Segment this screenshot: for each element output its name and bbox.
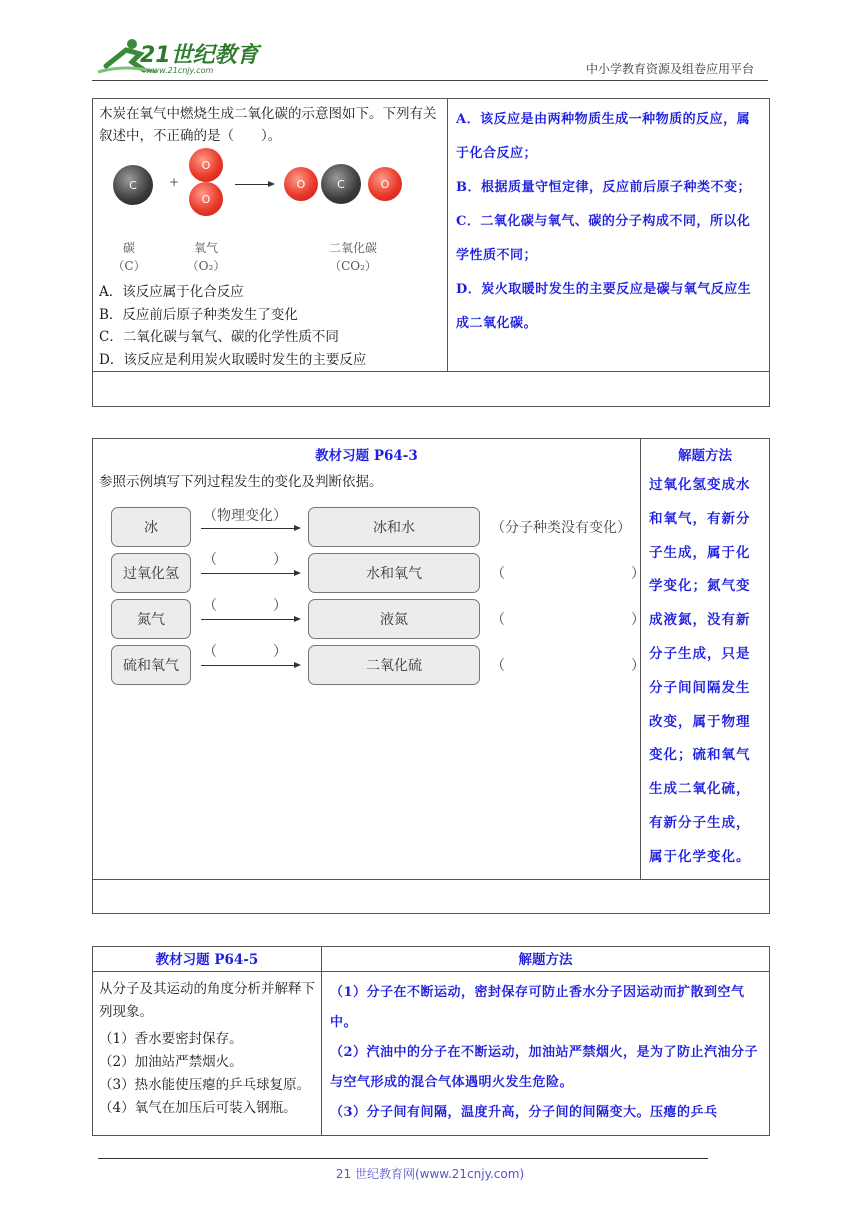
- label-co2: 二氧化碳: [328, 241, 377, 255]
- process-arrow: [201, 665, 299, 666]
- question1-cell: [93, 99, 448, 372]
- question1-options: [93, 281, 447, 371]
- question1-stem: 木炭在氧气中燃烧生成二氧化碳的示意图如下。下列有关叙述中，不正确的是（ ）。: [99, 106, 437, 144]
- process-diagram: [93, 497, 645, 697]
- empty-row: [93, 880, 770, 914]
- reaction-diagram: [93, 147, 447, 281]
- question3-item: （1）香水要密封保存。: [99, 1031, 243, 1047]
- platform-name: 中小学教育资源及组卷应用平台: [585, 62, 754, 76]
- process-from: 硫和氧气: [111, 645, 191, 685]
- question3-title: 教材习题 P64-5: [155, 952, 259, 968]
- option-b: B．反应前后原子种类发生了变化: [99, 306, 298, 323]
- logo-text: 21世纪教育: [140, 43, 259, 68]
- question2-stem: 参照示例填写下列过程发生的变化及判断依据。: [99, 474, 383, 490]
- method3-title-cell: [322, 947, 770, 972]
- oxygen-atom: O: [189, 148, 223, 182]
- analysis1-a: A．该反应是由两种物质生成一种物质的反应，属于化合反应；: [456, 112, 751, 161]
- answer3-3: （3）分子间有间隔，温度升高，分子间的间隔变大。压瘪的乒乓: [330, 1105, 718, 1120]
- plus-sign: +: [169, 175, 180, 189]
- process-arrow: [201, 573, 299, 574]
- process-reason: （ ）: [491, 612, 645, 628]
- process-change: （ ）: [203, 598, 287, 614]
- question3-table: [92, 946, 770, 1136]
- process-from: 过氧化氢: [111, 553, 191, 593]
- option-a: A．该反应属于化合反应: [99, 284, 244, 300]
- process-change: （ ）: [203, 644, 287, 660]
- process-arrow: [201, 619, 299, 620]
- question3-item: （3）热水能使压瘪的乒乓球复原。: [99, 1077, 311, 1093]
- analysis1-c: C．二氧化碳与氧气、碳的分子构成不同，所以化学性质不同；: [456, 214, 751, 263]
- label-oxygen-formula: （O₂）: [186, 259, 226, 273]
- answer3-1: （1）分子在不断运动，密封保存可防止香水分子因运动而扩散到空气中。: [330, 985, 745, 1030]
- reaction-arrow: [235, 184, 273, 185]
- question3-stem: 从分子及其运动的角度分析并解释下列现象。: [99, 981, 315, 1020]
- label-carbon: 碳: [122, 241, 135, 255]
- oxygen-atom: O: [189, 182, 223, 216]
- footer-text: 21 世纪教育网(www.21cnjy.com): [335, 1167, 525, 1181]
- question2-title: 教材习题 P64-3: [315, 448, 418, 464]
- analysis1-d: D．炭火取暖时发生的主要反应是碳与氧气反应生成二氧化碳。: [456, 282, 752, 331]
- analysis1-cell: [448, 99, 770, 372]
- question3-title-cell: [93, 947, 322, 972]
- empty-row: [93, 372, 770, 407]
- analysis1-b: B．根据质量守恒定律，反应前后原子种类不变；: [456, 180, 751, 195]
- process-from: 冰: [111, 507, 191, 547]
- process-to: 水和氧气: [308, 553, 480, 593]
- process-to: 液氮: [308, 599, 480, 639]
- label-co2-formula: （CO₂）: [329, 259, 377, 273]
- oxygen-atom: O: [284, 167, 318, 201]
- label-carbon-formula: （C）: [112, 259, 146, 273]
- process-reason: （ ）: [491, 566, 645, 582]
- carbon-atom: C: [113, 165, 153, 205]
- answer3-2: （2）汽油中的分子在不断运动，加油站严禁烟火，是为了防止汽油分子与空气形成的混合气体遇明火发生危险。: [330, 1045, 759, 1090]
- logo-url-text: www.21cnjy.com: [146, 66, 214, 75]
- header-divider: [92, 80, 768, 81]
- process-reason: （分子种类没有变化）: [491, 520, 631, 536]
- question2-table: [92, 438, 770, 914]
- question3-cell: [93, 972, 322, 1136]
- process-change: （ ）: [203, 552, 287, 568]
- option-d: D．该反应是利用炭火取暖时发生的主要反应: [99, 351, 367, 368]
- process-to: 冰和水: [308, 507, 480, 547]
- method3-title: 解题方法: [518, 952, 573, 968]
- answers3-cell: [322, 972, 770, 1136]
- process-change: （物理变化）: [203, 508, 287, 524]
- question2-cell: [93, 439, 645, 880]
- label-oxygen: 氧气: [193, 241, 218, 255]
- method2-title: 解题方法: [678, 448, 732, 464]
- question1-table: [92, 98, 770, 407]
- process-to: 二氧化硫: [308, 645, 480, 685]
- method2-text: 过氧化氢变成水和氧气，有新分子生成，属于化学变化；氮气变成液氮，没有新分子生成，只是分子间间隔发生改变，属于物理变化；硫和氧气生成二氧化硫，有新分子生成，属于化学变化。: [649, 477, 751, 865]
- site-logo: [96, 36, 266, 80]
- process-reason: （ ）: [491, 658, 645, 674]
- oxygen-atom: O: [368, 167, 402, 201]
- process-arrow: [201, 528, 299, 529]
- question3-item: （4）氧气在加压后可装入钢瓶。: [99, 1100, 297, 1116]
- process-from: 氮气: [111, 599, 191, 639]
- question3-item: （2）加油站严禁烟火。: [99, 1054, 243, 1070]
- carbon-atom: C: [321, 164, 361, 204]
- footer-divider: [98, 1158, 708, 1159]
- option-c: C．二氧化碳与氧气、碳的化学性质不同: [99, 329, 339, 345]
- method2-cell: [641, 439, 770, 880]
